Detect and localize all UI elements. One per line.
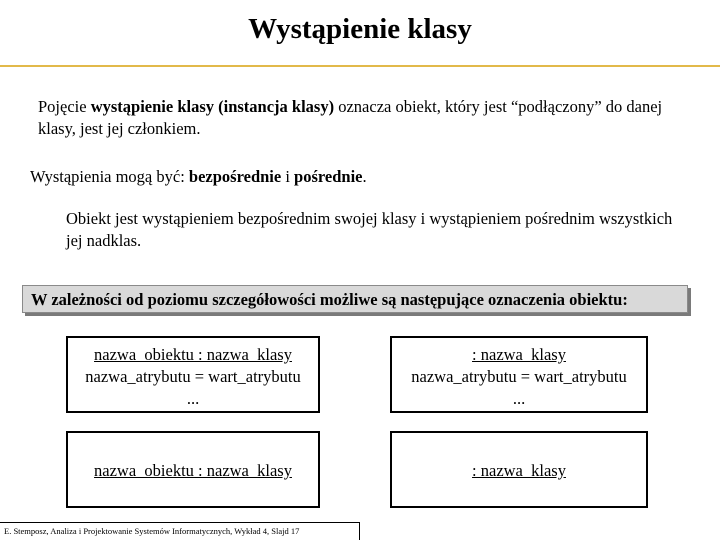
kinds-paragraph [30, 166, 680, 188]
kind-direct: bezpośrednie [188, 167, 282, 186]
explanation-paragraph: Obiekt jest wystąpieniem bezpośrednim swojej klasy i wystąpieniem pośrednim wszystkich jej nadklas. [66, 209, 673, 250]
object-notation-short-header: nazwa_obiektu : nazwa_klasy [94, 461, 292, 480]
notation-banner: W zależności od poziomu szczegółowości możliwe są następujące oznaczenia obiektu: [22, 285, 688, 313]
slide-title: Wystąpienie klasy [248, 13, 472, 45]
object-notation-ellipsis: ... [186, 389, 200, 408]
object-notation-short [66, 431, 320, 508]
definition-post: oznacza obiekt, który jest “podłączony” do danej klasy, jest jej członkiem. [38, 97, 663, 138]
object-notation-full [66, 336, 320, 413]
anonymous-object-notation-ellipsis: ... [512, 389, 526, 408]
kinds-post: . [362, 167, 367, 186]
object-notation-header: nazwa_obiektu : nazwa_klasy [94, 345, 292, 364]
definition-paragraph [38, 96, 688, 140]
slide-footer: E. Stemposz, Analiza i Projektowanie Systemów Informatycznych, Wykład 4, Slajd 17 [0, 522, 360, 540]
anonymous-object-notation-short [390, 431, 648, 508]
anonymous-object-notation-attribute: nazwa_atrybutu = wart_atrybutu [411, 367, 627, 386]
definition-pre: Pojęcie [38, 97, 91, 116]
kinds-pre: Wystąpienia mogą być: [30, 167, 189, 186]
anonymous-object-notation-header: : nazwa_klasy [472, 345, 566, 364]
anonymous-object-notation-full [390, 336, 648, 413]
kind-indirect: pośrednie [294, 167, 363, 186]
definition-term: wystąpienie klasy (instancja klasy) [90, 97, 335, 116]
object-notation-attribute: nazwa_atrybutu = wart_atrybutu [85, 367, 301, 386]
title-divider [0, 65, 720, 67]
anonymous-object-notation-short-header: : nazwa_klasy [472, 461, 566, 480]
kinds-mid: i [281, 167, 295, 186]
